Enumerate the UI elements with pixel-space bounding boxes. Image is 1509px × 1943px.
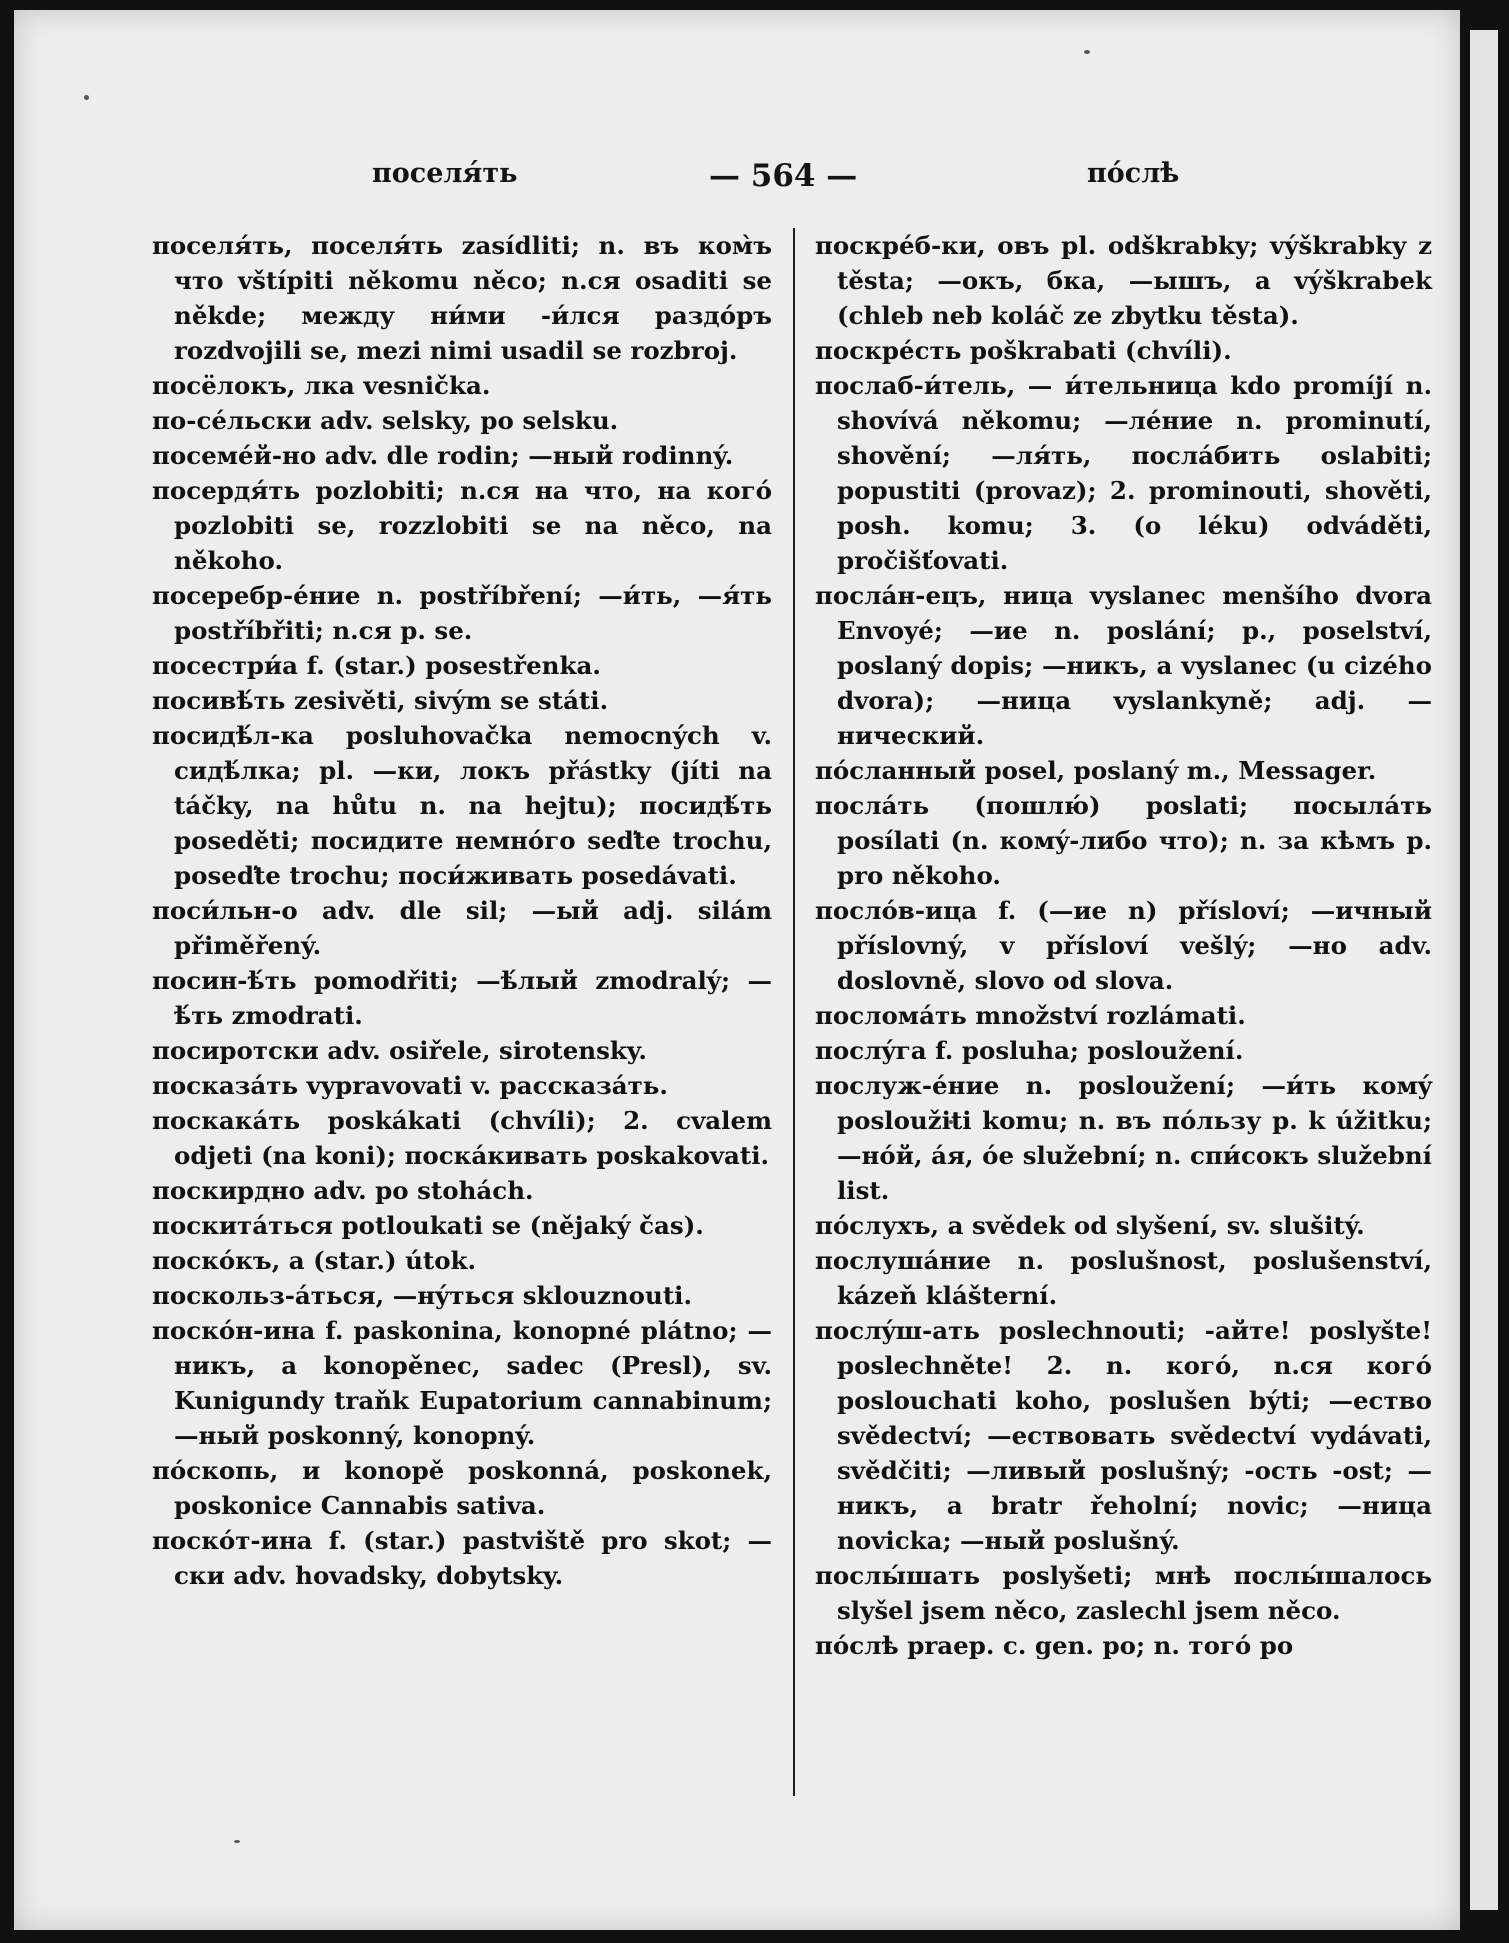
- dictionary-entry: послáн-ецъ, ница vyslanec menšího dvora Envoyé; —ие n. poslání; p., poselství, poslaný dopis; —никъ, а vyslanec (u cizého dvora); —ница vyslankyně; adj. —нический.: [815, 581, 1432, 750]
- dictionary-entry: послáть (пошлю́) poslati; посылáть posílati (n. комý-либо что); n. за кѣмъ p. pro někoho.: [815, 791, 1432, 890]
- dust-speck: [1084, 50, 1090, 54]
- dictionary-entry: послома́ть množství rozlámati.: [815, 1001, 1246, 1030]
- next-page-edge: [1470, 30, 1498, 1910]
- dictionary-entry: поскрéб-ки, овъ pl. odškrabky; výškrabky z těsta; —окъ, бка, —ышъ, а výškrabek (chleb neb koláč ze zbytku těsta).: [815, 231, 1432, 330]
- page-header: [14, 158, 1460, 198]
- dust-speck: [234, 1840, 240, 1843]
- dictionary-entry: поси́льн-о adv. dle sil; —ый adj. silám přiměřený.: [152, 896, 772, 960]
- dictionary-entry: посестри́а f. (star.) posestřenka.: [152, 651, 601, 680]
- dust-speck: [84, 95, 89, 100]
- dictionary-entry: поскрéсть poškrabati (chvíli).: [815, 336, 1232, 365]
- column-divider: [793, 228, 795, 1796]
- right-column: [815, 228, 1432, 1663]
- dictionary-entry: послаб-и́тель, — и́тельница kdo promíjí n. shovívá někomu; —лéние n. prominutí, shovění; —ля́ть, послáбить oslabiti; popustiti (provaz); 2. prominouti, shověti, posh. komu; 3. (o léku) odváděti, pročišťovati.: [815, 371, 1432, 575]
- dictionary-entry: поскитáться potloukati se (nějaký čas).: [152, 1211, 704, 1240]
- left-column: [152, 228, 772, 1593]
- dictionary-entry: посидѣ́л-ка posluhovačka nemocných v. сидѣ́лка; pl. —ки, локъ přástky (jíti na táčky, na hůtu n. na hejtu); посидѣ́ть poseděti; посидите немнóго seďte trochu, poseďte trochu; поси́живать posedávati.: [152, 721, 772, 890]
- dictionary-entry: посемéй-но adv. dle rodin; —ный rodinný.: [152, 441, 734, 470]
- dictionary-entry: послóв-ица f. (—ие n) přísloví; —ичный příslovný, v přísloví vešlý; —но adv. doslovně, slovo od slova.: [815, 896, 1432, 995]
- dictionary-entry: посиротски adv. osiřele, sirotensky.: [152, 1036, 647, 1065]
- dictionary-entry: пóслухъ, а svědek od slyšení, sv. slušitý.: [815, 1211, 1365, 1240]
- dictionary-entry: поскóт-ина f. (star.) pastviště pro skot; —ски adv. hovadsky, dobytsky.: [152, 1526, 772, 1590]
- header-left-catchword: поселя́ть: [372, 158, 518, 189]
- dictionary-entry: пóскопь, и konopě poskonná, poskonek, poskonice Cannabis sativa.: [152, 1456, 772, 1520]
- dictionary-entry: поскóн-ина f. paskonina, konopné plátno; —никъ, а konopěnec, sadec (Presl), sv. Kunigundy traňk Eupatorium cannabinum; —ный poskonný, konopný.: [152, 1316, 772, 1450]
- dictionary-entry: поселя́ть, поселя́ть zasídliti; n. въ ком̀ъ что vštípiti někomu něco; n.ся osaditi se někde; между ни́ми -и́лся раздóръ rozdvojili se, mezi nimi usadil se rozbroj.: [152, 231, 772, 365]
- dictionary-entry: поскакáть poskákati (chvíli); 2. cvalem odjeti (na koni); поскáкивать poskakovati.: [152, 1106, 772, 1170]
- dictionary-entry: по-се́льски adv. selsky, po selsku.: [152, 406, 619, 435]
- dictionary-entry: посивѣ́ть zesivěti, sivým se státi.: [152, 686, 609, 715]
- dictionary-entry: поскирдно adv. po stohách.: [152, 1176, 534, 1205]
- dictionary-entry: посердя́ть pozlobiti; n.ся на что, на когó pozlobiti se, rozzlobiti se na něco, na někoho.: [152, 476, 772, 575]
- dictionary-entry: послушáние n. poslušnost, poslušenství, kázeň klášterní.: [815, 1246, 1432, 1310]
- page-number: — 564 —: [709, 158, 858, 194]
- dictionary-entry: послы́шать poslyšeti; мнѣ послы́шалось slyšel jsem něco, zaslechl jsem něco.: [815, 1561, 1432, 1625]
- header-right-catchword: пóслѣ: [1087, 158, 1180, 189]
- dictionary-entry: послуж-éние n. posloužení; —и́ть комý posloužiti komu; n. въ пóльзу p. k úžitku; —нóй, áя, óе služební; n. спи́сокъ služební list.: [815, 1071, 1432, 1205]
- dictionary-entry: послýга f. posluha; posloužení.: [815, 1036, 1244, 1065]
- dictionary-entry: поскольз-áться, —нýться sklouznouti.: [152, 1281, 692, 1310]
- dictionary-entry: послýш-ать poslechnouti; -айте! poslyšte! poslechněte! 2. n. когó, n.ся когó poslouchati koho, poslušen býti; —ество svědectví; —ествовать svědectví vydávati, svědčiti; —ливый poslušný; -ость -ost; —никъ, а bratr řeholní; novic; —ница novicka; —ный poslušný.: [815, 1316, 1432, 1555]
- dictionary-entry: посин-ѣ́ть pomodřiti; —ѣ́лый zmodralý; —ѣ́ть zmodrati.: [152, 966, 772, 1030]
- dictionary-entry: посказáть vypravovati v. расскaзáть.: [152, 1071, 668, 1100]
- dictionary-entry: посёлокъ, лка vesnička.: [152, 371, 491, 400]
- dictionary-entry: пóсланный posel, poslaný m., Messager.: [815, 756, 1377, 785]
- dictionary-entry: пóслѣ praep. c. gen. po; n. тогó po: [815, 1631, 1294, 1660]
- dictionary-entry: посеребр-éние n. postříbření; —и́ть, —я́ть postříbřiti; n.ся p. se.: [152, 581, 772, 645]
- dictionary-entry: поскóкъ, а (star.) útok.: [152, 1246, 477, 1275]
